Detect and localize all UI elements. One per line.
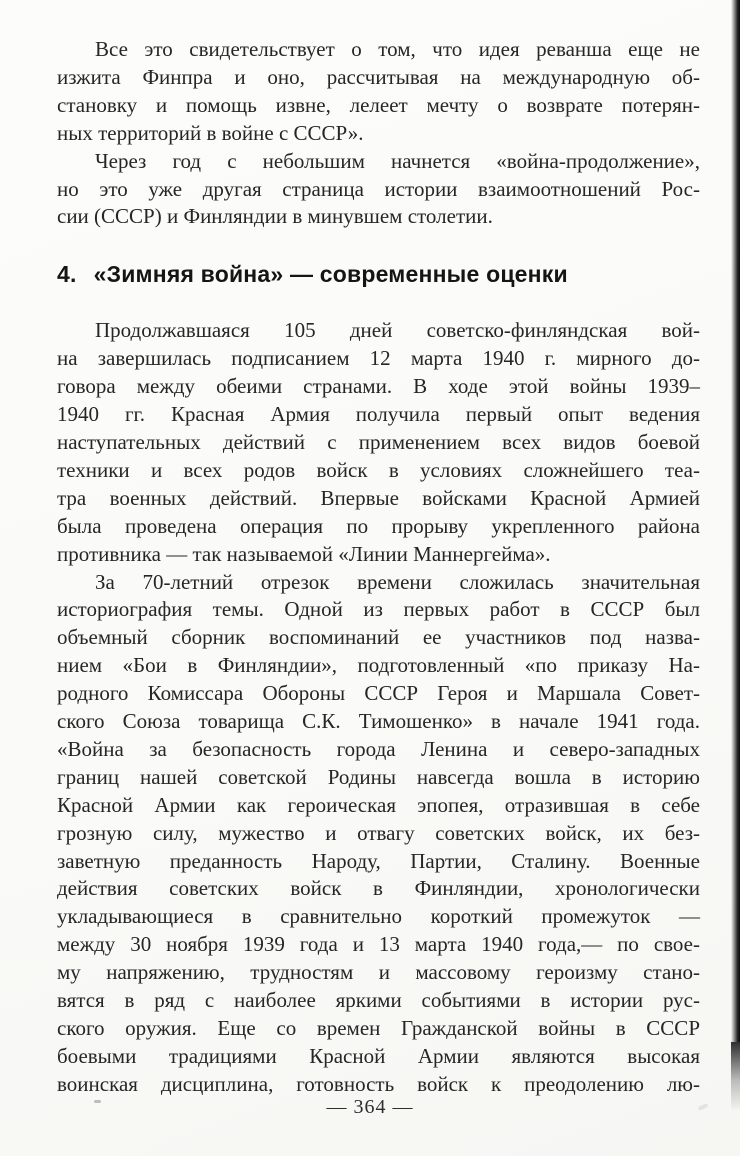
paragraph-revanche <box>57 36 700 148</box>
text-line: заветную преданность Народу, Партии, Сталину. Военные <box>57 848 700 873</box>
text-line: грозную силу, мужество и отвагу советских войск, их без- <box>57 820 700 845</box>
paragraph-continuation-war <box>57 148 700 232</box>
text-line: Все это свидетельствует о том, что идея реванша еще не <box>95 37 700 61</box>
text-line: родного Комиссара Обороны СССР Героя и Маршала Совет- <box>57 681 700 706</box>
text-line: говора между обеими странами. В ходе этой войны 1939– <box>57 374 700 399</box>
text-line: боевыми традициями Красной Армии являются высокая <box>57 1043 700 1068</box>
text-line: укладывающиеся в сравнительно короткий промежуток — <box>57 904 700 929</box>
text-line: воинская дисциплина, готовность войск к преодолению лю- <box>57 1071 700 1096</box>
text-line: ского Союза товарища С.К. Тимошенко» в начале 1941 года. <box>57 709 700 734</box>
text-line: ных территорий в войне с СССР». <box>57 120 364 145</box>
section-heading <box>57 259 700 289</box>
text-line: объемный сборник воспоминаний ее участников под назва- <box>57 625 700 650</box>
text-line: ского оружия. Еще со времен Гражданской войны в СССР <box>57 1016 700 1040</box>
text-line: 1940 гг. Красная Армия получила первый опыт ведения <box>57 402 700 427</box>
text-line: нием «Бои в Финляндии», подготовленный «по приказу На- <box>57 653 700 678</box>
text-line: становку и помощь извне, лелеет мечту о возврате потерян- <box>57 92 700 117</box>
text-line: на завершилась подписанием 12 марта 1940 г. мирного до- <box>57 346 700 371</box>
text-line: изжита Финпра и оно, рассчитывая на международную об- <box>57 64 700 89</box>
text-line: му напряжению, трудностям и массовому героизму стано- <box>57 960 700 985</box>
section-title: «Зимняя война» — современные оценки <box>93 261 568 288</box>
paragraph-historiography <box>57 569 700 1099</box>
text-line: границ нашей советской Родины навсегда вошла в историю <box>57 764 700 789</box>
text-line: тра военных действий. Впервые войсками Красной Армией <box>57 485 700 510</box>
page-text-block <box>57 36 700 1099</box>
text-line: но это уже другая страница истории взаимоотношений Рос- <box>57 176 700 201</box>
text-line: противника — так называемой «Линии Маннергейма». <box>57 541 551 566</box>
scan-shadow-right-edge <box>731 0 740 1042</box>
text-line: Через год с небольшим начнется «война-продолжение», <box>95 148 700 173</box>
paragraph-winter-war-overview <box>57 317 700 568</box>
text-line: Продолжавшаяся 105 дней советско-финляндская вой- <box>95 318 700 343</box>
text-line: действия советских войск в Финляндии, хронологически <box>57 876 700 901</box>
scan-speck-left <box>94 1100 101 1103</box>
text-line: между 30 ноября 1939 года и 13 марта 1940 года,— по свое- <box>57 932 700 957</box>
section-number: 4. <box>57 261 77 288</box>
scan-shadow-fade <box>731 1042 740 1112</box>
text-line: За 70-летний отрезок времени сложилась значительная <box>95 569 700 594</box>
text-line: историография темы. Одной из первых работ в СССР был <box>57 597 700 622</box>
text-line: Красной Армии как героическая эпопея, отразившая в себе <box>57 792 700 817</box>
text-line: «Война за безопасность города Ленина и северо-западных <box>57 736 700 761</box>
text-line: вятся в ряд с наиболее яркими событиями в истории рус- <box>57 988 700 1013</box>
text-line: техники и всех родов войск в условиях сложнейшего теа- <box>57 457 700 482</box>
text-line: наступательных действий с применением всех видов боевой <box>57 429 700 454</box>
text-line: сии (СССР) и Финляндии в минувшем столетии. <box>57 204 493 229</box>
page-number: — 364 — <box>326 1096 414 1118</box>
text-line: была проведена операция по прорыву укрепленного района <box>57 513 700 538</box>
